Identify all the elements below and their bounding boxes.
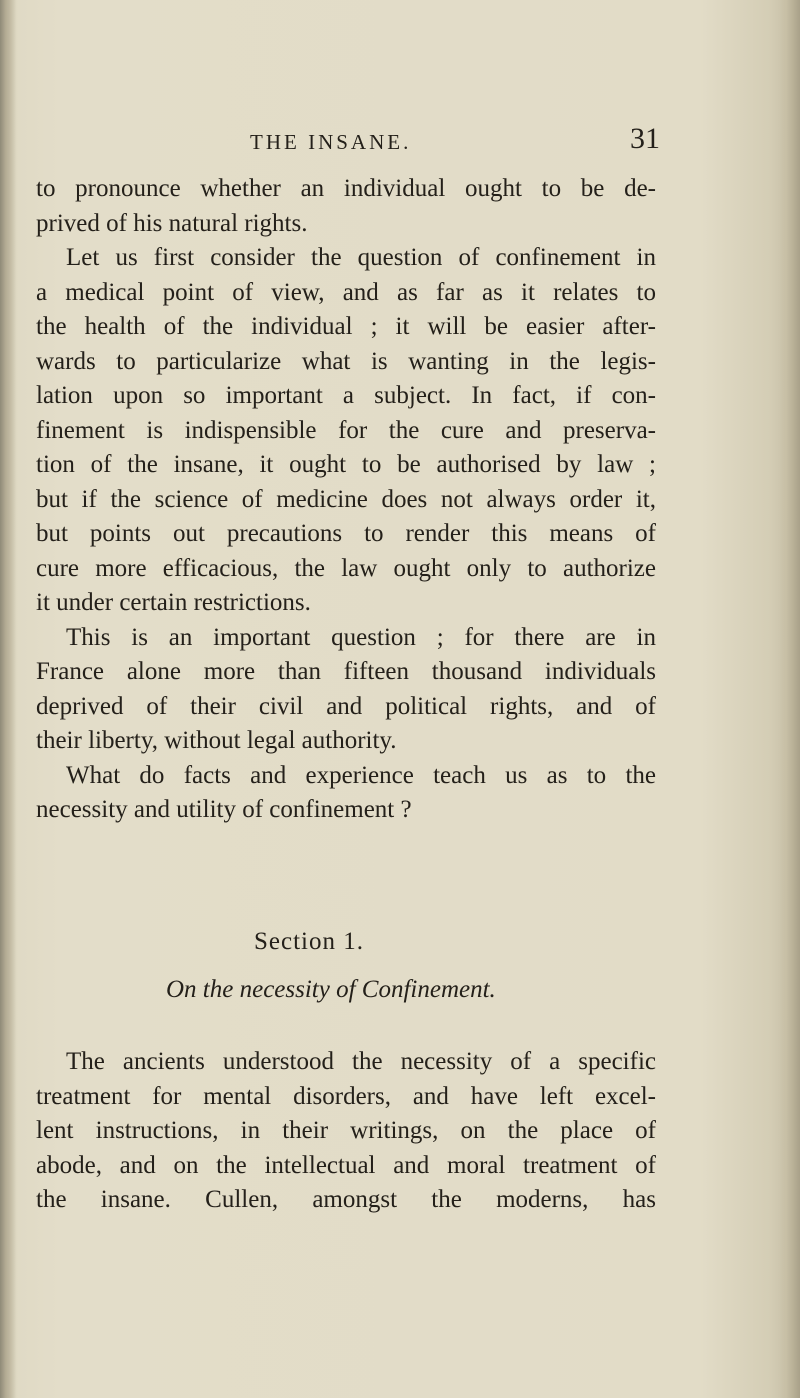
text-line: France alone more than fifteen thousand individuals [36,658,656,685]
text-line: prived of his natural rights. [36,209,308,237]
text-line: treatment for mental disorders, and have left excel- [36,1082,656,1110]
text-line: abode, and on the intellectual and moral treatment of [36,1151,656,1179]
page-header [250,120,660,160]
text-line: it under certain restrictions. [36,589,311,616]
text-line: the insane. Cullen, amongst the moderns, has [36,1186,656,1213]
page-number: 31 [630,122,660,155]
body-text-bottom [36,1045,656,1218]
text-line: wards to particularize what is wanting in the legis- [36,347,656,375]
text-line: What do facts and experience teach us as to the [66,761,656,789]
running-head: THE INSANE. [250,130,412,154]
text-line: deprived of their civil and political rights, and of [36,692,656,720]
page-right-edge-shadow [780,0,800,1398]
text-line: finement is indispensible for the cure and preserva- [36,416,656,444]
text-line: The ancients understood the necessity of a specific [66,1048,656,1075]
page-left-edge-shadow [0,0,16,1398]
text-line: the health of the individual ; it will be easier after- [36,313,656,340]
text-line: their liberty, without legal authority. [36,727,397,754]
text-line: to pronounce whether an individual ought to be de- [36,175,656,202]
text-line: lent instructions, in their writings, on the place of [36,1117,656,1144]
text-line: Let us first consider the question of confinement in [66,244,656,271]
text-line: but points out precautions to render this means of [36,520,656,547]
text-line: tion of the insane, it ought to be authorised by law ; [36,451,656,478]
text-line: necessity and utility of confinement ? [36,796,412,823]
text-line: a medical point of view, and as far as it relates to [36,278,656,306]
section-title: On the necessity of Confinement. [166,976,496,1003]
body-text-top [36,172,656,828]
section-heading: Section 1. [254,928,364,955]
text-line: lation upon so important a subject. In fact, if con- [36,382,656,409]
text-line: This is an important question ; for there are in [66,623,656,651]
text-line: cure more efficacious, the law ought only to authorize [36,554,656,582]
text-line: but if the science of medicine does not always order it, [36,485,656,513]
